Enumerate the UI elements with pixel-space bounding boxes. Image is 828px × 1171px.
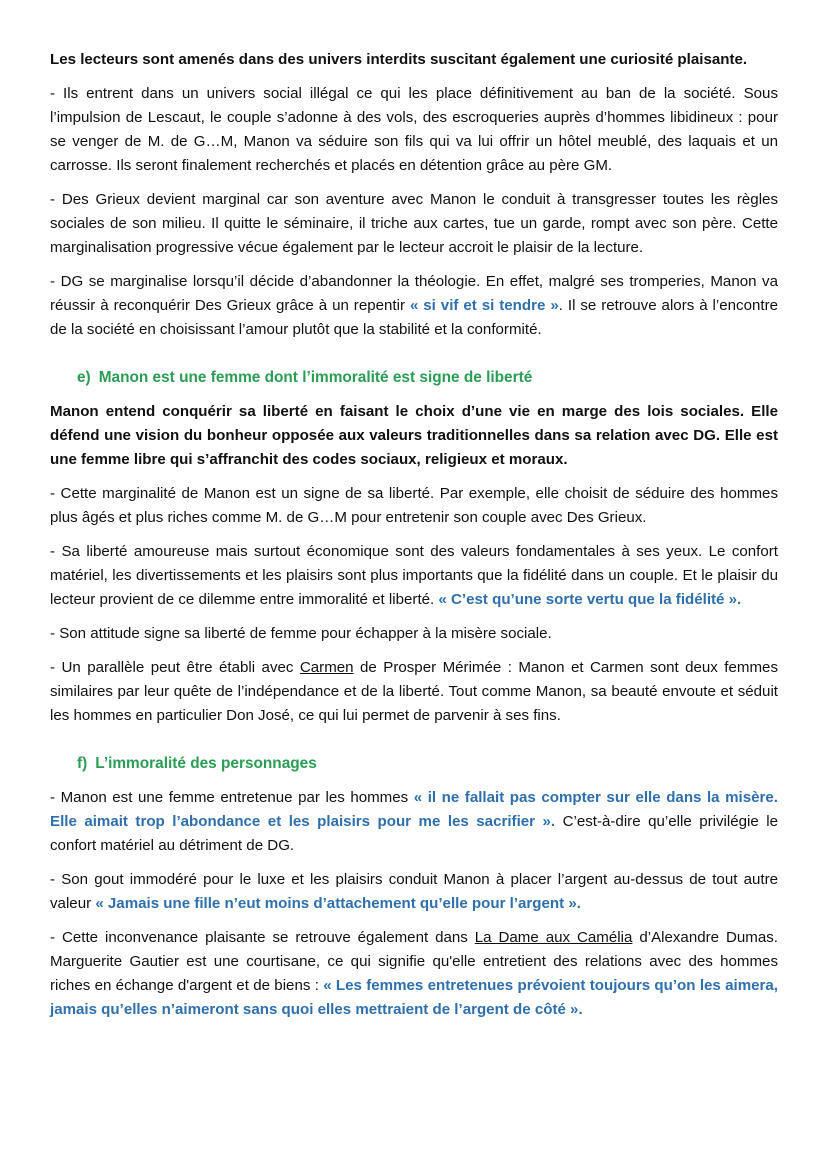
paragraph-text: - Cette marginalité de Manon est un signe de sa liberté. Par exemple, elle choisit de séduire des hommes plus âgés et plus riches comme M. de G…M pour entretenir son couple avec Des Grieux. — [50, 485, 778, 526]
section-title: Manon est une femme dont l’immoralité est signe de liberté — [98, 369, 533, 386]
paragraph-text: . Il se retrouve alors à l’encontre de la société en choisissant l’amour plutôt que la stabilité et la conformité. — [50, 297, 778, 338]
quote: « si vif et si tendre » — [409, 297, 559, 314]
document-page — [50, 48, 778, 1032]
paragraph — [50, 82, 778, 178]
paragraph — [50, 926, 778, 1022]
quote: « Les femmes entretenues prévoient toujours qu’on les aimera, jamais qu’elles n’aimeront sans quoi elles mettraient de l’argent de côté ». — [50, 977, 778, 1018]
paragraph — [50, 868, 778, 916]
paragraph-text: - Son attitude signe sa liberté de femme pour échapper à la misère sociale. — [50, 625, 552, 642]
paragraph-text: d’Alexandre Dumas. Marguerite Gautier est une courtisane, ce qui signifie qu'elle entretient des relations avec des hommes riches en échange d'argent et de biens : — [50, 929, 778, 994]
paragraph — [50, 270, 778, 342]
paragraph — [50, 482, 778, 530]
paragraph-text: - Cette inconvenance plaisante se retrouve également dans — [50, 929, 475, 946]
paragraph-text: - Son gout immodéré pour le luxe et les plaisirs conduit Manon à placer l’argent au-dessus de tout autre valeur — [50, 871, 778, 912]
quote: « il ne fallait pas compter sur elle dans la misère. Elle aimait trop l’abondance et les plaisirs pour me les sacrifier ». — [50, 789, 778, 830]
section-lead: Les lecteurs sont amenés dans des univers interdits suscitant également une curiosité plaisante. — [50, 51, 748, 68]
paragraph-text: - DG se marginalise lorsqu’il décide d’abandonner la théologie. En effet, malgré ses tromperies, Manon va réussir à reconquérir Des Grieux grâce à un repentir — [50, 273, 778, 314]
paragraph-text: - Ils entrent dans un univers social illégal ce qui les place définitivement au ban de la société. Sous l’impulsion de Lescaut, le couple s’adonne à des vols, des escroqueries auprès d’hommes libidineux : pour se venger de M. de G…M, Manon va séduire son fils qui va lui offrir un hôtel meublé, des laquais et un carrosse. Ils seront finalement recherchés et placés en détention grâce au père GM. — [50, 85, 778, 174]
paragraph-text: - Un parallèle peut être établi avec — [50, 659, 300, 676]
paragraph — [50, 786, 778, 858]
paragraph — [50, 656, 778, 728]
paragraph-text: - Sa liberté amoureuse mais surtout économique sont des valeurs fondamentales à ses yeux. Le confort matériel, les divertissements et les plaisirs sont plus importants que la fidélité dans un couple. Et le plaisir du lecteur provient de ce dilemme entre immoralité et liberté. — [50, 543, 778, 608]
paragraph — [50, 188, 778, 260]
section-number: f) — [77, 755, 88, 772]
paragraph — [50, 622, 778, 646]
paragraph-text: de Prosper Mérimée : Manon et Carmen sont deux femmes similaires par leur quête de l’indépendance et de la liberté. Tout comme Manon, sa beauté envoute et séduit les hommes en particulier Don José, ce qui lui permet de parvenir à ses fins. — [50, 659, 778, 724]
paragraph-text: C’est-à-dire qu’elle privilégie le confort matériel au détriment de DG. — [50, 813, 778, 854]
section-heading-f — [50, 752, 778, 776]
section-title: L’immoralité des personnages — [95, 755, 317, 772]
section-number: e) — [77, 369, 91, 386]
quote: « C’est qu’une sorte vertu que la fidélité ». — [438, 591, 742, 608]
work-title: Carmen — [299, 659, 354, 676]
paragraph-text: - Manon est une femme entretenue par les hommes — [50, 789, 414, 806]
section-lead: Manon entend conquérir sa liberté en faisant le choix d’une vie en marge des lois sociales. Elle défend une vision du bonheur opposée aux valeurs traditionnelles dans sa relation avec DG. Elle est une femme libre qui s’affranchit des codes sociaux, religieux et moraux. — [50, 403, 778, 468]
section-heading-e — [50, 366, 778, 390]
quote: « Jamais une fille n’eut moins d’attachement qu’elle pour l’argent ». — [95, 895, 581, 912]
paragraph-text: - Des Grieux devient marginal car son aventure avec Manon le conduit à transgresser toutes les règles sociales de son milieu. Il quitte le séminaire, il triche aux cartes, tue un garde, rompt avec son père. Cette marginalisation progressive vécue également par le lecteur accroit le plaisir de la lecture. — [50, 191, 778, 256]
paragraph — [50, 540, 778, 612]
work-title: La Dame aux Camélia — [474, 929, 633, 946]
